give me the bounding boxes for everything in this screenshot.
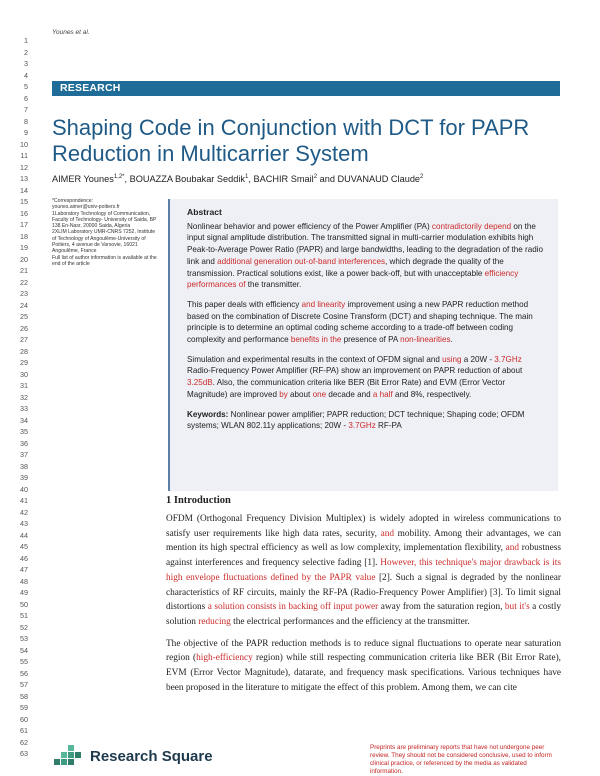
line-number: 2 bbox=[24, 47, 28, 57]
line-number: 46 bbox=[20, 553, 28, 563]
text-run: away from the saturation region, bbox=[378, 602, 505, 613]
abstract-paragraph-1 bbox=[187, 221, 547, 291]
author-4-sup: 2 bbox=[420, 174, 424, 180]
line-number: 44 bbox=[20, 530, 28, 540]
text-run: . bbox=[450, 335, 453, 345]
text-run: the electrical performances and the efficiency at the transmitter. bbox=[230, 616, 470, 627]
text-run: [2]. Such a signal is degraded by the nonlinear characteristics of RF circuits, mainly the RF-PA (Radio-Frequency Power Amplifier) [3]. To limit signal distortions bbox=[166, 572, 561, 613]
line-number: 18 bbox=[20, 231, 28, 241]
line-number: 35 bbox=[20, 427, 28, 436]
abstract-paragraph-3 bbox=[187, 354, 547, 401]
line-number: 61 bbox=[20, 726, 28, 735]
line-number: 6 bbox=[24, 93, 28, 103]
text-run: a 20W - bbox=[461, 354, 495, 364]
line-number: 30 bbox=[20, 369, 28, 379]
text-run: and 8%, respectively. bbox=[392, 389, 472, 399]
line-number: 60 bbox=[20, 714, 28, 724]
highlighted-text: efficiency performances of bbox=[187, 268, 519, 290]
highlighted-text: additional generation out-of-band interferences bbox=[217, 256, 385, 266]
highlighted-text: 3.7GHz bbox=[494, 354, 522, 364]
line-number: 1 bbox=[24, 36, 28, 45]
line-number: 54 bbox=[20, 645, 28, 655]
line-number: 9 bbox=[24, 128, 28, 137]
paper-title: Shaping Code in Conjunction with DCT for PAPR Reduction in Multicarrier System bbox=[52, 115, 530, 166]
line-number: 63 bbox=[20, 749, 28, 758]
highlighted-text: and bbox=[505, 543, 520, 554]
highlighted-text: non-linearities bbox=[400, 335, 451, 345]
text-run: Nonlinear behavior and power efficiency of the Power Amplifier (PA) bbox=[187, 221, 432, 231]
line-number: 50 bbox=[20, 599, 28, 609]
highlighted-text: benefits in the bbox=[290, 335, 342, 345]
text-run: , which degrade the quality of the transmission. Practical solutions exist, like a power back-off, but with unacceptable bbox=[187, 256, 504, 278]
line-number: 11 bbox=[20, 151, 28, 160]
line-number: 5 bbox=[24, 82, 28, 91]
line-number: 13 bbox=[20, 174, 28, 183]
running-head: Younes et al. bbox=[52, 29, 90, 36]
highlighted-text: 3.25dB bbox=[187, 378, 213, 388]
line-number: 53 bbox=[20, 634, 28, 643]
keywords bbox=[187, 409, 547, 432]
keywords-text bbox=[187, 410, 525, 431]
author-3-sup: 2 bbox=[313, 174, 318, 180]
author-2: , BOUAZZA Boubakar Seddik bbox=[124, 174, 246, 185]
intro-paragraph-1 bbox=[166, 512, 561, 630]
line-number: 16 bbox=[20, 208, 28, 218]
line-number: 33 bbox=[20, 404, 28, 413]
line-number: 47 bbox=[20, 565, 28, 574]
highlighted-text: high-efficiency bbox=[196, 653, 253, 664]
introduction-body bbox=[166, 512, 561, 702]
abstract-box bbox=[168, 199, 558, 491]
line-number: 41 bbox=[20, 496, 28, 505]
text-run: improvement using a new PAPR reduction method based on the combination of Discrete Cosine Transform (DCT) and shaping technique. The main principle is to determine an optimal coding scheme according to a trade-off between coding complexity and performance bbox=[187, 299, 533, 345]
text-run: on the input signal amplitude distribution. The transmitted signal in multi-carrier modulation exhibits high Peak-to-Average Power Ratio (PAPR) and large bandwidths, leading to the degradation of the radio link and bbox=[187, 221, 544, 266]
author-1-sup: 1,2* bbox=[113, 174, 125, 180]
line-number: 12 bbox=[20, 162, 28, 172]
text-run: robustness against interferences and frequency selective fading [1]. bbox=[166, 543, 562, 569]
line-number: 21 bbox=[20, 266, 28, 275]
highlighted-text: by bbox=[279, 389, 288, 399]
research-square-logo-icon bbox=[52, 745, 86, 769]
line-number: 15 bbox=[20, 197, 28, 206]
line-number: 7 bbox=[24, 105, 28, 114]
text-run: RF-PA bbox=[375, 421, 402, 431]
line-number: 48 bbox=[20, 576, 28, 586]
author-4: and DUVANAUD Claude bbox=[317, 174, 421, 185]
highlighted-text: 3.7GHz bbox=[348, 421, 376, 431]
line-number: 27 bbox=[20, 335, 28, 344]
line-number: 62 bbox=[20, 737, 28, 747]
line-number: 36 bbox=[20, 438, 28, 448]
text-run: OFDM (Orthogonal Frequency Division Multiplex) is widely adopted in wireless communications to satisfy user requirements like high data rates, security, bbox=[166, 514, 561, 539]
text-run: mobility. Among their advantages, we can mention its high spectral efficiency as well as low complexity, implementation flexibility, bbox=[166, 528, 561, 554]
text-run: decade and bbox=[326, 389, 373, 399]
line-number: 49 bbox=[20, 588, 28, 597]
keywords-label: Keywords: bbox=[187, 409, 229, 419]
line-numbers bbox=[8, 35, 28, 760]
text-run: Simulation and experimental results in the context of OFDM signal and bbox=[187, 354, 443, 364]
line-number: 28 bbox=[20, 346, 28, 356]
affiliation-1: 1Laboratory Technology of Communication, Faculty of Technology- University of Saida, BP 138 En-Nasr, 20000 Saida, Algeria bbox=[52, 210, 157, 230]
text-run: a costly solution bbox=[166, 602, 561, 627]
research-square-logo[interactable] bbox=[52, 745, 213, 769]
line-number: 43 bbox=[20, 519, 28, 528]
line-number: 52 bbox=[20, 622, 28, 632]
line-number: 59 bbox=[20, 703, 28, 712]
author-list bbox=[52, 174, 562, 184]
text-run: the transmitter. bbox=[245, 280, 302, 290]
line-number: 37 bbox=[20, 450, 28, 459]
text-run: Nonlinear power amplifier; PAPR reduction; DCT technique; Shaping code; OFDM systems; WLAN 802.11y applications; 20W - bbox=[187, 409, 525, 431]
highlighted-text: but it's bbox=[504, 602, 530, 613]
line-number: 45 bbox=[20, 542, 28, 551]
line-number: 25 bbox=[20, 312, 28, 321]
highlighted-text: and linearity bbox=[301, 299, 346, 309]
text-run: presence of PA bbox=[341, 335, 401, 345]
line-number: 4 bbox=[24, 70, 28, 80]
highlighted-text: reducing bbox=[198, 616, 231, 627]
line-number: 14 bbox=[20, 185, 28, 195]
text-run: The objective of the PAPR reduction methods is to reduce signal fluctuations to operate near saturation region ( bbox=[166, 638, 561, 664]
section-bar bbox=[52, 81, 560, 96]
highlighted-text: contradictorily depend bbox=[431, 221, 512, 231]
line-number: 29 bbox=[20, 358, 28, 367]
highlighted-text: a half bbox=[372, 389, 393, 399]
line-number: 51 bbox=[20, 611, 28, 620]
author-1: AIMER Younes bbox=[52, 174, 114, 185]
author-info-note: Full list of author information is available at the end of the article bbox=[52, 254, 157, 267]
line-number: 20 bbox=[20, 254, 28, 264]
text-run: region) while still respecting communication criteria like BER (Bit Error Rate), EVM (Error Vector Magnitude), datarate, and frequency mask specifications. Various techniques have been proposed in the literature to mitigate the effect of this problem. Among them, we can cite bbox=[166, 653, 562, 693]
line-number: 31 bbox=[20, 381, 28, 390]
correspondence-label: *Correspondence: bbox=[52, 198, 94, 204]
highlighted-text: a solution consists in backing off input power bbox=[207, 602, 379, 613]
line-number: 17 bbox=[20, 220, 28, 229]
line-number: 42 bbox=[20, 507, 28, 517]
preprint-disclaimer: Preprints are preliminary reports that have not undergone peer review. They should not be considered conclusive, used to inform clinical practice, or referenced by the media as validated information. bbox=[370, 744, 552, 775]
text-run: This paper deals with efficiency bbox=[187, 299, 302, 309]
section-label: RESEARCH bbox=[60, 82, 121, 94]
highlighted-text: using bbox=[442, 354, 462, 364]
author-3: , BACHIR Smail bbox=[248, 174, 314, 185]
line-number: 3 bbox=[24, 59, 28, 68]
line-number: 57 bbox=[20, 680, 28, 689]
introduction-heading: 1 Introduction bbox=[166, 495, 231, 506]
line-number: 38 bbox=[20, 461, 28, 471]
line-number: 26 bbox=[20, 323, 28, 333]
text-run: Radio-Frequency Power Amplifier (RF-PA) show an improvement on PAPR reduction of about bbox=[187, 366, 523, 376]
highlighted-text: one bbox=[312, 389, 327, 399]
line-number: 24 bbox=[20, 300, 28, 310]
correspondence-email[interactable]: younes.aimer@univ-poitiers.fr bbox=[52, 204, 120, 211]
text-run: about bbox=[287, 389, 313, 399]
line-number: 8 bbox=[24, 116, 28, 126]
intro-paragraph-2 bbox=[166, 637, 561, 696]
abstract-paragraph-2 bbox=[187, 299, 547, 346]
highlighted-text: and bbox=[380, 528, 394, 539]
line-number: 22 bbox=[20, 277, 28, 287]
author-2-sup: 1 bbox=[245, 174, 249, 180]
line-number: 23 bbox=[20, 289, 28, 298]
line-number: 19 bbox=[20, 243, 28, 252]
line-number: 39 bbox=[20, 473, 28, 482]
affiliation-2: 2XLIM Laboratory UMR-CNRS 7252, Institute of Technology of Angoulême-University of Poitiers, 4 avenue de Varsovie, 16021 Angoulême, France bbox=[52, 229, 156, 255]
line-number: 34 bbox=[20, 415, 28, 425]
line-number: 55 bbox=[20, 657, 28, 666]
logo-text: Research Square bbox=[90, 748, 213, 765]
affiliations bbox=[52, 198, 158, 267]
line-number: 10 bbox=[20, 139, 28, 149]
line-number: 40 bbox=[20, 484, 28, 494]
line-number: 56 bbox=[20, 668, 28, 678]
line-number: 58 bbox=[20, 691, 28, 701]
highlighted-text: However, this technique's major drawback is its high envelope fluctuations defined by the PAPR value bbox=[166, 558, 561, 583]
text-run: . Also, the communication criteria like BER (Bit Error Rate) and EVM (Error Vector Magnitude) are improved bbox=[187, 378, 506, 399]
line-number: 32 bbox=[20, 392, 28, 402]
abstract-heading: Abstract bbox=[187, 207, 222, 217]
